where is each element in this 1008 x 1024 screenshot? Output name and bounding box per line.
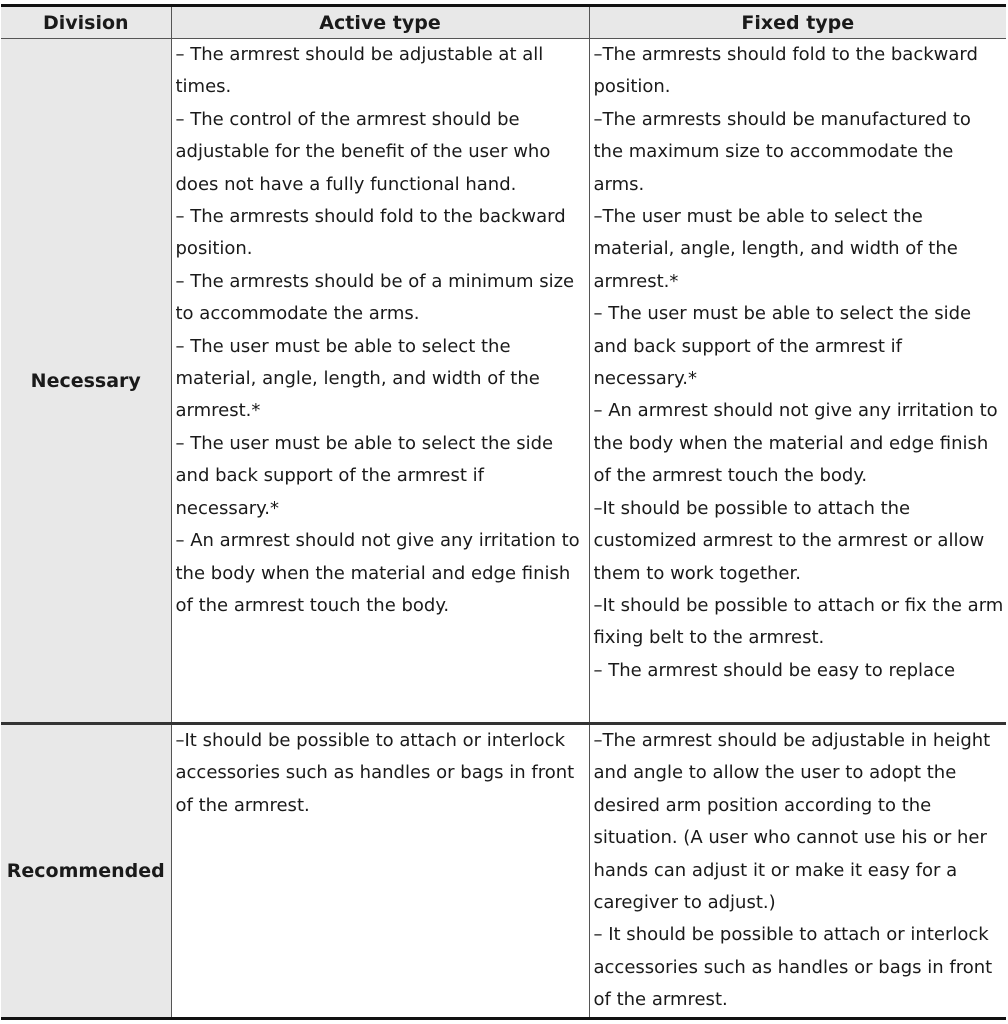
list-item: –It should be possible to attach or fix the arm fixing belt to the armrest.: [593, 594, 1004, 649]
active-cell-necessary: [171, 39, 589, 724]
list-item: – The armrests should fold to the backward position.: [175, 206, 566, 260]
fixed-cell-recommended: [589, 724, 1006, 1019]
table-row-recommended: [1, 724, 1006, 1019]
fixed-cell-necessary: [589, 39, 1006, 724]
table-row-necessary: [1, 39, 1006, 724]
header-fixed-type: Fixed type: [589, 6, 1006, 39]
division-cell-recommended: Recommended: [1, 724, 171, 1019]
list-item: – An armrest should not give any irritation to the body when the material and edge finish of the armrest touch the body.: [175, 530, 580, 616]
header-active-type: Active type: [171, 6, 589, 39]
list-item: –It should be possible to attach the customized armrest to the armrest or allow them to work together.: [593, 497, 985, 584]
table-header-row: [1, 6, 1006, 39]
list-item: –The armrests should fold to the backward position.: [593, 44, 978, 98]
list-item: – The user must be able to select the side and back support of the armrest if necessary.*: [593, 303, 972, 390]
requirements-table: [1, 4, 1006, 1020]
list-item: – The armrest should be easy to replace: [593, 659, 956, 681]
list-item: – The user must be able to select the side and back support of the armrest if necessary.*: [175, 432, 554, 519]
list-item: – The user must be able to select the material, angle, length, and width of the armrest.*: [175, 335, 540, 422]
list-item: –The armrests should be manufactured to the maximum size to accommodate the arms.: [593, 108, 971, 195]
list-item: – It should be possible to attach or interlock accessories such as handles or bags in front of the armrest.: [593, 924, 993, 1011]
list-item: – An armrest should not give any irritation to the body when the material and edge finish of the armrest touch the body.: [593, 400, 998, 487]
list-item: –It should be possible to attach or interlock accessories such as handles or bags in front of the armrest.: [175, 730, 575, 816]
division-cell-necessary: Necessary: [1, 39, 171, 724]
active-cell-recommended: [171, 724, 589, 1019]
list-item: –The armrest should be adjustable in height and angle to allow the user to adopt the desired arm position according to the situation. (A user who cannot use his or her hands can adjust it or make it easy for a caregiver to adjust.): [593, 730, 991, 914]
header-division: Division: [1, 6, 171, 39]
list-item: – The armrest should be adjustable at all times.: [175, 44, 544, 98]
list-item: – The armrests should be of a minimum size to accommodate the arms.: [175, 270, 575, 325]
list-item: – The control of the armrest should be adjustable for the benefit of the user who does not have a fully functional hand.: [175, 108, 551, 195]
list-item: –The user must be able to select the material, angle, length, and width of the armrest.*: [593, 206, 958, 292]
